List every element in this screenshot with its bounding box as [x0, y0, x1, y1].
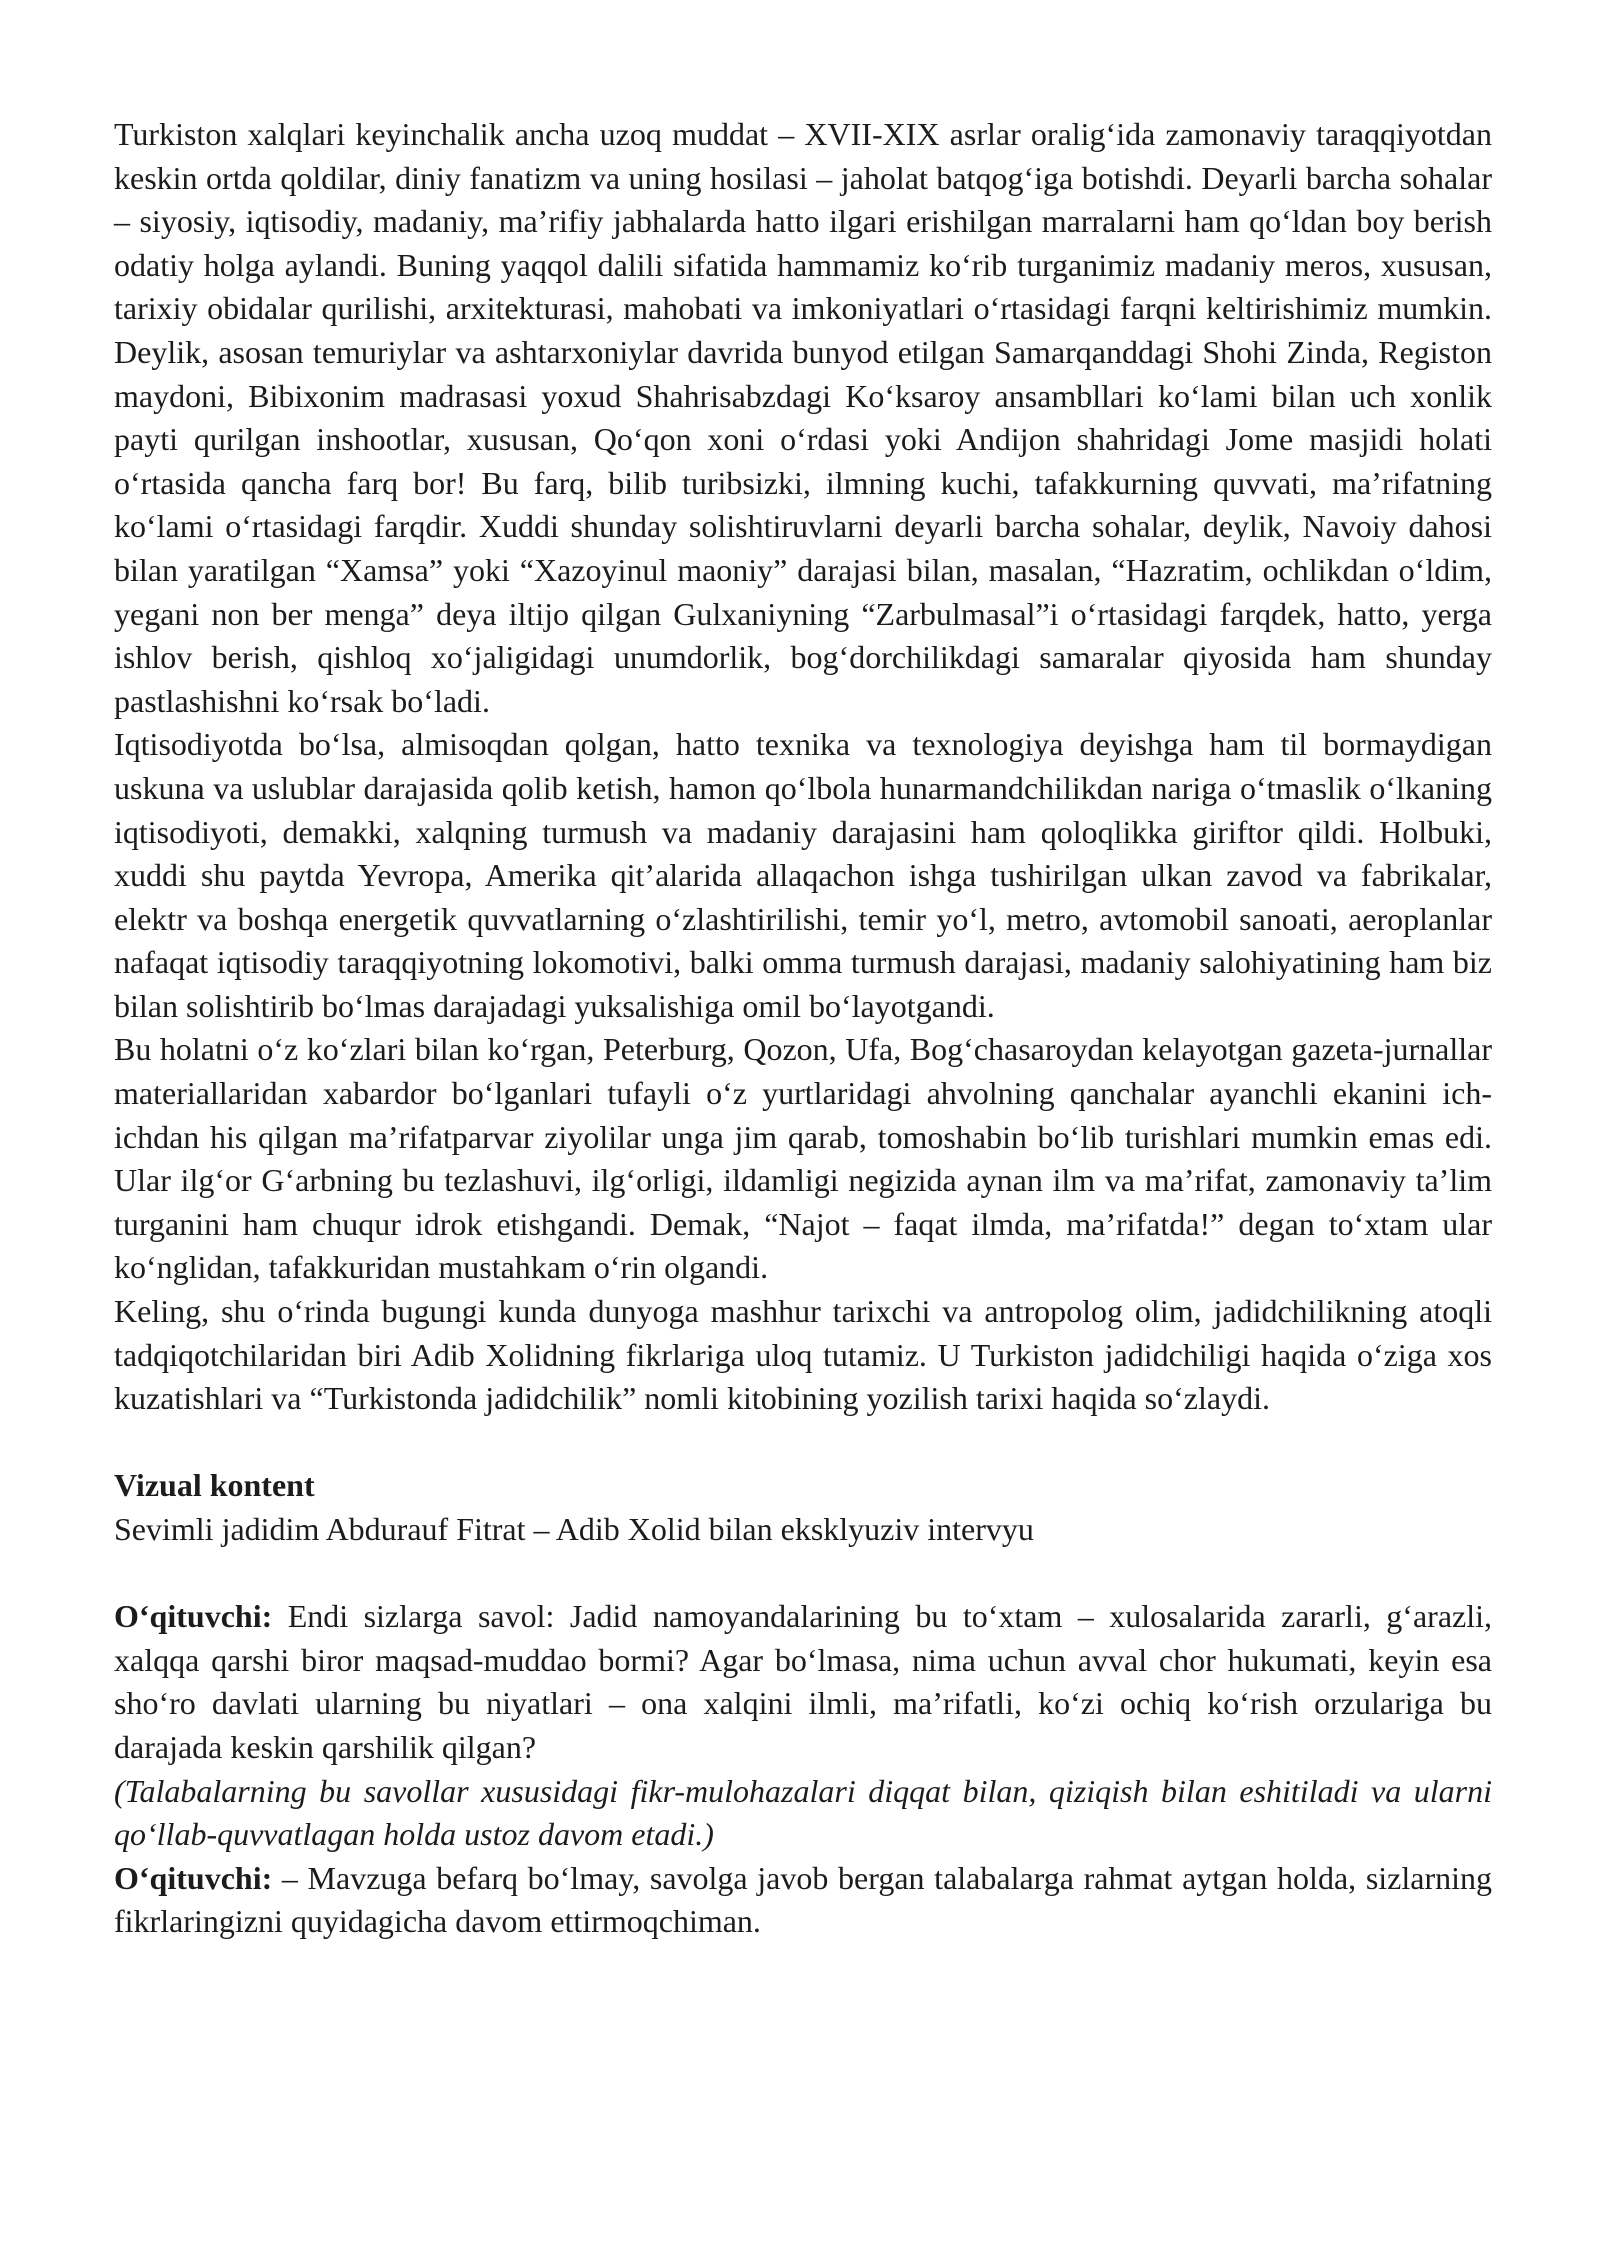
paragraph-2: Iqtisodiyotda bo‘lsa, almisoqdan qolgan, hatto texnika va texnologiya deyishga ham til bormaydigan uskuna va uslublar darajasida qolib ketish, hamon qo‘lbola hunarmandchilikdan nariga o‘tmaslik o‘lkaning iqtisodiyoti, demakki, xalqning turmush va madaniy darajasini ham qoloqlikka giriftor qildi. Holbuki, xuddi shu paytda Yevropa, Amerika qit’alarida allaqachon ishga tushirilgan ulkan zavod va fabrikalar, elektr va boshqa energetik quvvatlarning o‘zlashtirilishi, temir yo‘l, metro, avtomobil sanoati, aeroplanlar nafaqat iqtisodiy taraqqiyotning lokomotivi, balki omma turmush darajasi, madaniy salohiyatining ham biz bilan solishtirib bo‘lmas darajadagi yuksalishiga omil bo‘layotgandi.: [114, 726, 1492, 1024]
visual-content-caption: Sevimli jadidim Abdurauf Fitrat – Adib Xolid bilan eksklyuziv intervyu: [114, 1511, 1034, 1547]
teacher-question-text: Endi sizlarga savol: Jadid namoyandalarining bu to‘xtam – xulosalarida zararli, g‘arazli, xalqqa qarshi biror maqsad-muddao bormi? Agar bo‘lmasa, nima uchun avval chor hukumati, keyin esa sho‘ro davlati ularning bu niyatlari – ona xalqini ilmli, ma’rifatli, ko‘zi ochiq ko‘rish orzulariga bu darajada keskin qarshilik qilgan?: [114, 1598, 1492, 1765]
teacher-response: [114, 1857, 1492, 1944]
stage-note: (Talabalarning bu savollar xususidagi fikr-mulohazalari diqqat bilan, qiziqish bilan eshitiladi va ularni qo‘llab-quvvatlagan holda ustoz davom etadi.): [114, 1772, 1492, 1853]
teacher-response-text: – Mavzuga befarq bo‘lmay, savolga javob bergan talabalarga rahmat aytgan holda, sizlarning fikrlaringizni quyidagicha davom ettirmoqchiman.: [114, 1859, 1492, 1940]
paragraph-1: Turkiston xalqlari keyinchalik ancha uzoq muddat – XVII-XIX asrlar oralig‘ida zamonaviy taraqqiyotdan keskin ortda qoldilar, diniy fanatizm va uning hosilasi – jaholat batqog‘iga botishdi. Deyarli barcha sohalar – siyosiy, iqtisodiy, madaniy, ma’rifiy jabhalarda hatto ilgari erishilgan marralarni ham qo‘ldan boy berish odatiy holga aylandi. Buning yaqqol dalili sifatida hammamiz ko‘rib turganimiz madaniy meros, xususan, tarixiy obidalar qurilishi, arxitekturasi, mahobati va imkoniyatlari o‘rtasidagi farqni keltirishimiz mumkin. Deylik, asosan temuriylar va ashtarxoniylar davrida bunyod etilgan Samarqanddagi Shohi Zinda, Registon maydoni, Bibixonim madrasasi yoxud Shahrisabzdagi Ko‘ksaroy ansambllari ko‘lami bilan uch xonlik payti qurilgan inshootlar, xususan, Qo‘qon xoni o‘rdasi yoki Andijon shahridagi Jome masjidi holati o‘rtasida qancha farq bor! Bu farq, bilib turibsizki, ilmning kuchi, tafakkurning quvvati, ma’rifatning ko‘lami o‘rtasidagi farqdir. Xuddi shunday solishtiruvlarni deyarli barcha sohalar, deylik, Navoiy dahosi bilan yaratilgan “Xamsa” yoki “Xazoyinul maoniy” darajasi bilan, masalan, “Hazratim, ochlikdan o‘ldim, yegani non ber menga” deya iltijo qilgan Gulxaniyning “Zarbulmasal”i o‘rtasidagi farqdek, hatto, yerga ishlov berish, qishloq xo‘jaligidagi unumdorlik, bog‘dorchilikdagi samaralar qiyosida ham shunday pastlashishni ko‘rsak bo‘ladi.: [114, 116, 1492, 719]
paragraph-4: Keling, shu o‘rinda bugungi kunda dunyoga mashhur tarixchi va antropolog olim, jadidchilikning atoqli tadqiqotchilaridan biri Adib Xolidning fikrlariga uloq tutamiz. U Turkiston jadidchiligi haqida o‘ziga xos kuzatishlari va “Turkistonda jadidchilik” nomli kitobining yozilish tarixi haqida so‘zlaydi.: [114, 1293, 1492, 1417]
speaker-label: O‘qituvchi:: [114, 1859, 273, 1896]
paragraph-3: Bu holatni o‘z ko‘zlari bilan ko‘rgan, Peterburg, Qozon, Ufa, Bog‘chasaroydan kelayotgan gazeta-jurnallar materiallaridan xabardor bo‘lganlari tufayli o‘z yurtlaridagi ahvolning qanchalar ayanchli ekanini ich-ichdan his qilgan ma’rifatparvar ziyolilar unga jim qarab, tomoshabin bo‘lib turishlari mumkin emas edi. Ular ilg‘or G‘arbning bu tezlashuvi, ilg‘orligi, ildamligi negizida aynan ilm va ma’rifat, zamonaviy ta’lim turganini ham chuqur idrok etishgandi. Demak, “Najot – faqat ilmda, ma’rifatda!” degan to‘xtam ular ko‘nglidan, tafakkuridan mustahkam o‘rin olgandi.: [114, 1031, 1492, 1286]
teacher-question: [114, 1595, 1492, 1769]
speaker-label: O‘qituvchi:: [114, 1598, 273, 1635]
visual-content-heading: Vizual kontent: [114, 1467, 315, 1504]
blank-line: [114, 1552, 1492, 1596]
blank-line: [114, 1421, 1492, 1465]
document-page: [114, 113, 1492, 1944]
